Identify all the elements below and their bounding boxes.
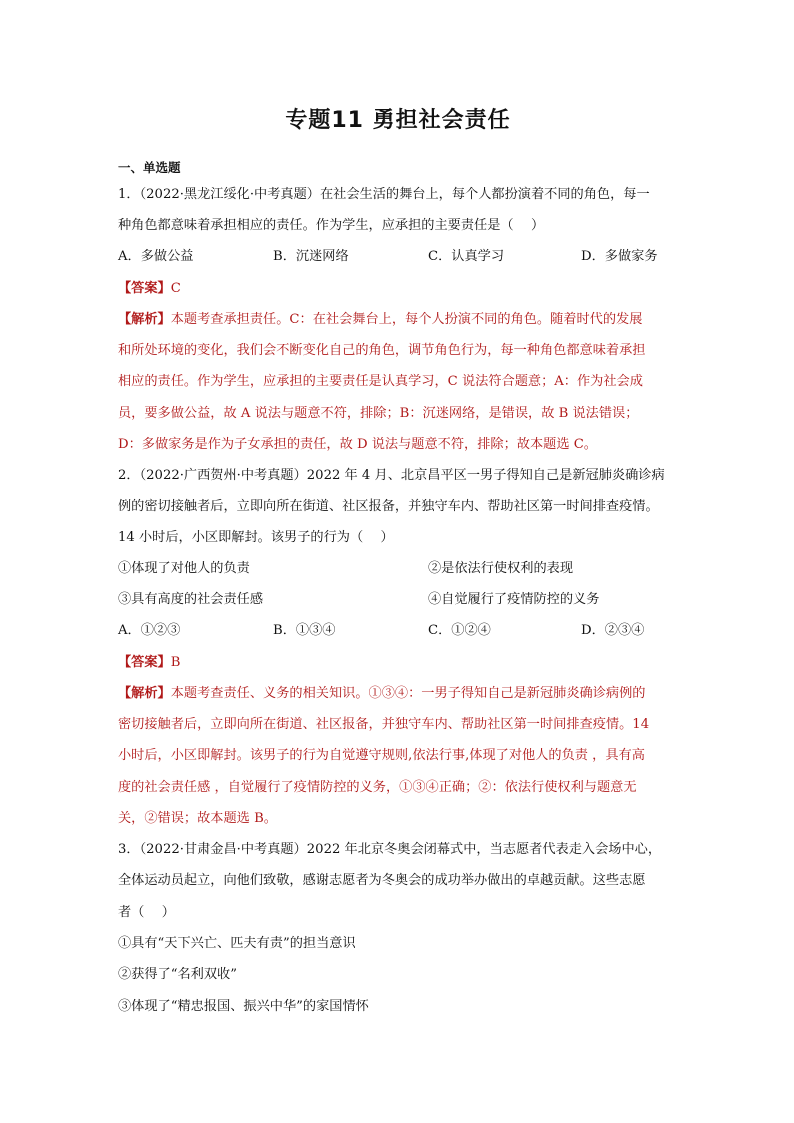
q2-answer (118, 653, 180, 673)
q2-statement-3: ③具有高度的社会责任感 (118, 592, 264, 607)
q2-stem-line3: 14 小时后，小区即解封。该男子的行为（ ） (118, 530, 394, 545)
page-title: 专题11 勇担社会责任 (285, 108, 511, 133)
q2-option-b: B．①③④ (273, 623, 336, 638)
q3-stem-line2: 全体运动员起立，向他们致敬，感谢志愿者为冬奥会的成功举办做出的卓越贡献。这些志愿 (118, 873, 646, 888)
answer-value: B (170, 655, 181, 670)
q2-analysis-line3: 小时后，小区即解封。该男子的行为自觉遵守规则,依法行事,体现了对他人的负责 ，具有高 (118, 748, 645, 763)
q2-stem-line2: 例的密切接触者后，立即向所在街道、社区报备，并独守车内、帮助社区第一时间排查疫情。 (118, 499, 659, 514)
q2-analysis-line1 (118, 684, 646, 704)
q1-analysis-line1 (118, 310, 642, 330)
answer-tag: 【答案】 (118, 655, 171, 670)
answer-value: C (170, 281, 181, 296)
analysis-tag: 【解析】 (118, 686, 171, 701)
q3-statement-1: ①具有“天下兴亡、匹夫有责”的担当意识 (118, 936, 356, 951)
q2-statement-1: ①体现了对他人的负责 (118, 561, 250, 576)
analysis-text: 本题考查责任、义务的相关知识。①③④：一男子得知自己是新冠肺炎确诊病例的 (170, 686, 646, 701)
q2-statement-4: ④自觉履行了疫情防控的义务 (428, 592, 600, 607)
q1-analysis-line4: 员，要多做公益，故 A 说法与题意不符，排除；B：沉迷网络，是错误，故 B 说法错误； (118, 406, 639, 421)
q1-option-c: C．认真学习 (428, 249, 505, 264)
analysis-text: 本题考查承担责任。C：在社会舞台上，每个人扮演不同的角色。随着时代的发展 (170, 312, 643, 327)
answer-tag: 【答案】 (118, 281, 171, 296)
q1-analysis-line3: 相应的责任。作为学生，应承担的主要责任是认真学习，C 说法符合题意；A：作为社会成 (118, 374, 643, 389)
analysis-tag: 【解析】 (118, 312, 171, 327)
q1-option-a: A．多做公益 (118, 249, 194, 264)
q1-analysis-line2: 和所处环境的变化，我们会不断变化自己的角色，调节角色行为，每一种角色都意味着承担 (118, 343, 646, 358)
q1-option-b: B．沉迷网络 (273, 249, 349, 264)
q2-option-c: C．①②④ (428, 623, 491, 638)
q2-analysis-line5: 关，②错误；故本题选 B。 (118, 811, 277, 826)
q3-stem-line3: 者（ ） (118, 905, 175, 920)
q1-stem-line2: 种角色都意味着承担相应的责任。作为学生，应承担的主要责任是（ ） (118, 218, 545, 233)
q2-statement-2: ②是依法行使权利的表现 (428, 561, 574, 576)
section-heading: 一、单选题 (118, 160, 181, 175)
q2-analysis-line4: 度的社会责任感 ，自觉履行了疫情防控的义务，①③④正确；②：依法行使权利与题意无 (118, 780, 637, 795)
q3-stem-line1: 3．（2022·甘肃金昌·中考真题）2022 年北京冬奥会闭幕式中，当志愿者代表走入会场中心， (118, 842, 662, 857)
q2-stem-line1: 2．（2022·广西贺州·中考真题）2022 年 4 月、北京昌平区一男子得知自己是新冠肺炎确诊病 (118, 468, 665, 483)
q2-option-a: A．①②③ (118, 623, 181, 638)
q1-option-d: D．多做家务 (581, 249, 658, 264)
q2-analysis-line2: 密切接触者后，立即向所在街道、社区报备，并独守车内、帮助社区第一时间排查疫情。14 (118, 717, 650, 732)
q1-analysis-line5: D：多做家务是作为子女承担的责任，故 D 说法与题意不符，排除；故本题选 C。 (118, 437, 597, 452)
q1-stem-line1: 1．（2022·黑龙江绥化·中考真题）在社会生活的舞台上，每个人都扮演着不同的角色，每一 (118, 187, 650, 202)
q3-statement-2: ②获得了“名利双收” (118, 967, 237, 982)
q1-answer (118, 279, 181, 299)
q3-statement-3: ③体现了“精忠报国、振兴中华”的家国情怀 (118, 999, 369, 1014)
q2-option-d: D．②③④ (581, 623, 645, 638)
